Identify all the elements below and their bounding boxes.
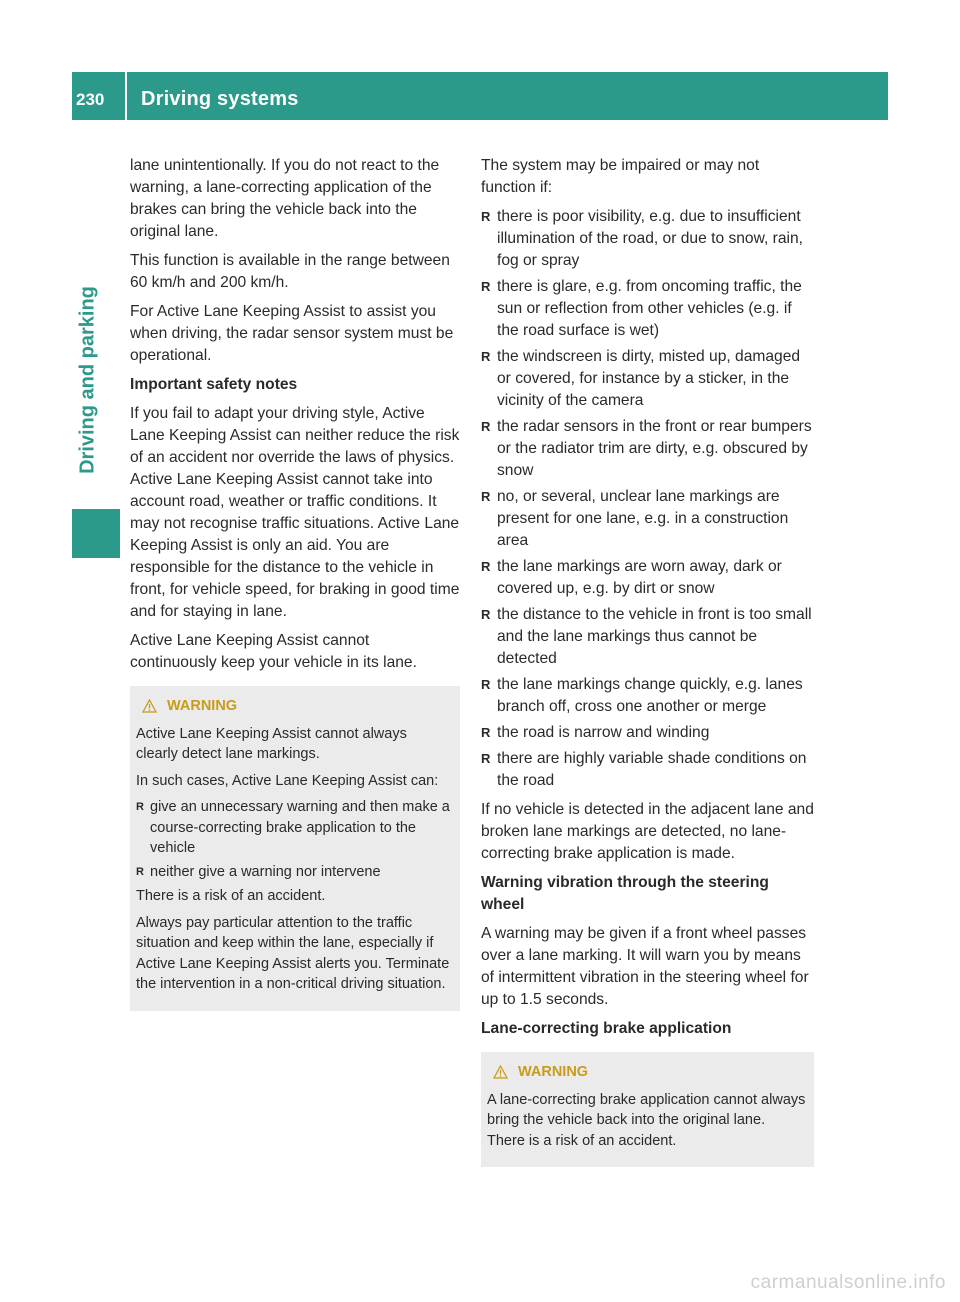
list-item: R the lane markings are worn away, dark or covered up, e.g. by dirt or snow — [481, 556, 814, 600]
paragraph: If you fail to adapt your driving style, Active Lane Keeping Assist can neither reduce the risk of an accident nor override the laws of physics. Active Lane Keeping Assist cannot take into account road, weather or traffic conditions. It may not recognise traffic situations. Active Lane Keeping Assist is only an aid. You are responsible for the distance to the vehicle in front, for vehicle speed, for braking in good time and for staying in lane. — [130, 405, 460, 620]
paragraph: This function is available in the range between 60 km/h and 200 km/h. — [130, 252, 450, 291]
warning-triangle-icon — [493, 1065, 508, 1079]
warning-box — [130, 686, 460, 1011]
left-column — [130, 155, 460, 1011]
warning-list — [136, 797, 452, 882]
side-tab-label: Driving and parking — [76, 286, 99, 474]
list-item: R give an unnecessary warning and then make a course-correcting brake application to the vehicle — [136, 797, 452, 859]
list-item: R there is poor visibility, e.g. due to insufficient illumination of the road, or due to snow, rain, fog or spray — [481, 206, 814, 272]
paragraph: A warning may be given if a front wheel passes over a lane marking. It will warn you by means of intermittent vibration in the steering wheel for up to 1.5 seconds. — [481, 925, 809, 1008]
section-heading: Important safety notes — [130, 376, 298, 393]
list-item: R the distance to the vehicle in front is too small and the lane markings thus cannot be detected — [481, 604, 814, 670]
section-heading: Warning vibration through the steering wheel — [481, 874, 769, 913]
warning-paragraph: Always pay particular attention to the traffic situation and keep within the lane, especially if Active Lane Keeping Assist alerts you. Terminate the intervention in a non-critical driving situation. — [136, 914, 450, 992]
header-divider — [125, 72, 127, 120]
side-tab-marker — [72, 509, 120, 558]
list-item: R no, or several, unclear lane markings are present for one lane, e.g. in a construction area — [481, 486, 814, 552]
impairment-list — [481, 206, 814, 792]
paragraph: If no vehicle is detected in the adjacent lane and broken lane markings are detected, no lane-correcting brake application is made. — [481, 801, 814, 862]
list-item: R there is glare, e.g. from oncoming traffic, the sun or reflection from other vehicles (e.g. if the road surface is wet) — [481, 276, 814, 342]
section-heading: Lane-correcting brake application — [481, 1020, 732, 1037]
warning-header — [142, 696, 452, 717]
right-column — [481, 155, 814, 1167]
warning-paragraph: A lane-correcting brake application cannot always bring the vehicle back into the original lane. There is a risk of an accident. — [487, 1091, 806, 1149]
list-item: R there are highly variable shade conditions on the road — [481, 748, 814, 792]
warning-paragraph: Active Lane Keeping Assist cannot always clearly detect lane markings. — [136, 725, 407, 762]
list-item: R the radar sensors in the front or rear bumpers or the radiator trim are dirty, e.g. obscured by snow — [481, 416, 814, 482]
paragraph: lane unintentionally. If you do not react to the warning, a lane-correcting application of the brakes can bring the vehicle back into the original lane. — [130, 157, 440, 240]
warning-title: WARNING — [167, 698, 238, 714]
warning-header — [493, 1062, 806, 1083]
paragraph: The system may be impaired or may not function if: — [481, 157, 760, 196]
watermark: carmanualsonline.info — [750, 1272, 946, 1293]
warning-paragraph: In such cases, Active Lane Keeping Assist can: — [136, 772, 439, 789]
paragraph: Active Lane Keeping Assist cannot continuously keep your vehicle in its lane. — [130, 632, 417, 671]
warning-box — [481, 1052, 814, 1167]
page-number: 230 — [76, 90, 105, 109]
warning-paragraph: There is a risk of an accident. — [136, 888, 326, 904]
paragraph: For Active Lane Keeping Assist to assist you when driving, the radar sensor system must be operational. — [130, 303, 454, 364]
warning-title: WARNING — [518, 1064, 589, 1080]
list-item: R neither give a warning nor intervene — [136, 862, 452, 883]
warning-triangle-icon — [142, 699, 157, 713]
list-item: R the windscreen is dirty, misted up, damaged or covered, for instance by a sticker, in the vicinity of the camera — [481, 346, 814, 412]
list-item: R the road is narrow and winding — [481, 722, 814, 744]
page-title: Driving systems — [141, 88, 299, 110]
list-item: R the lane markings change quickly, e.g. lanes branch off, cross one another or merge — [481, 674, 814, 718]
